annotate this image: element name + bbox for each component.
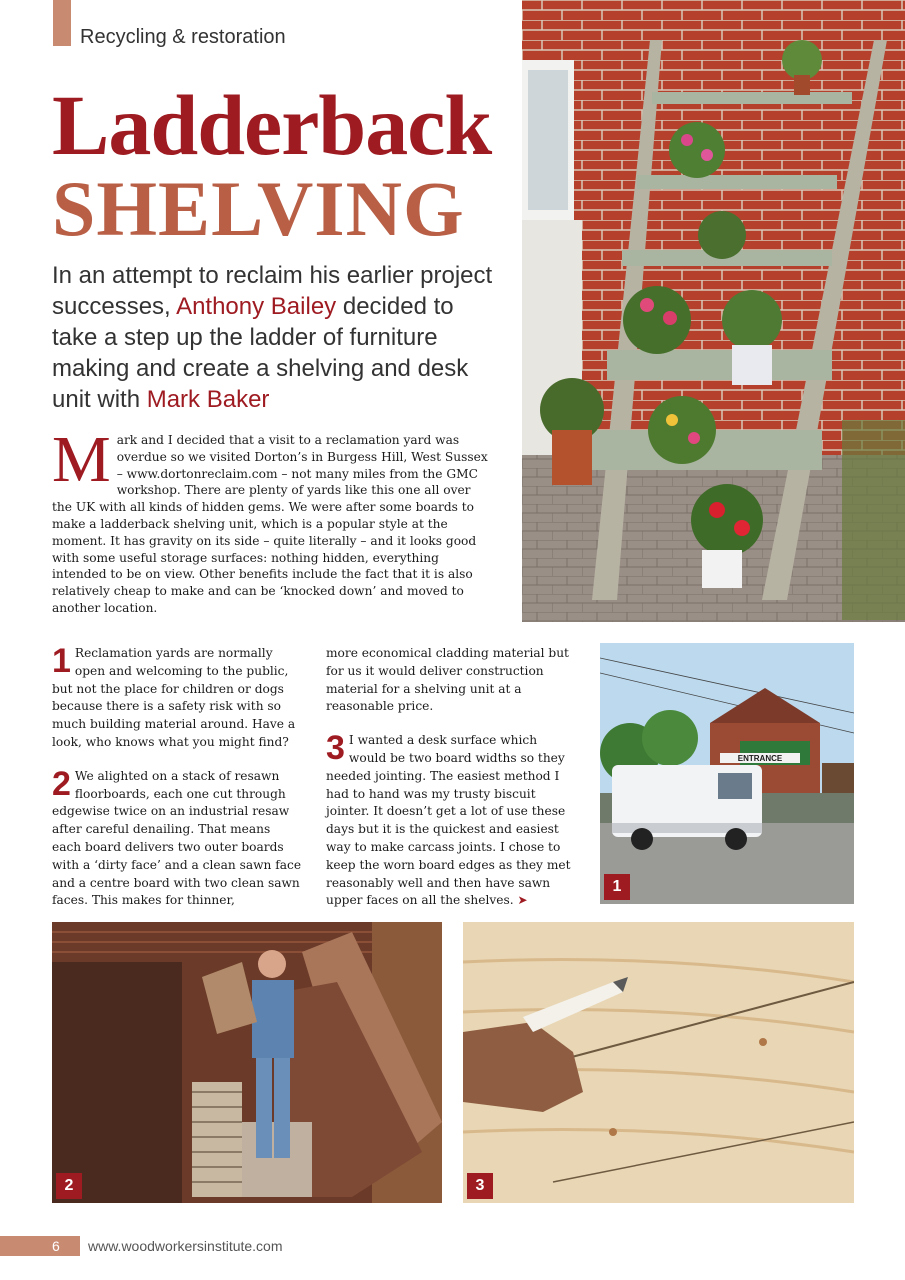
photo-number-2: 2 [56,1173,82,1199]
footer-url-link[interactable]: www.woodworkersinstitute.com [88,1238,283,1254]
intro-paragraph [52,423,492,617]
section-label: Recycling & restoration [80,26,286,48]
step-number-3: 3 [326,729,345,768]
title-line-2: SHELVING [52,165,465,252]
standfirst [52,260,502,415]
boards-container-illustration [52,922,442,1203]
continue-arrow-icon: ➤ [517,893,528,908]
photo-reclamation-yard [600,643,854,904]
step-number-1: 1 [52,642,71,680]
step-number-2: 2 [52,764,71,803]
text-column-left [52,642,302,926]
drop-cap: M [52,423,111,496]
step-paragraph-1 [52,642,302,752]
step-text-2-continued: more economical cladding material but for us it would deliver construction material for a shelving unit at a reasonable price. [326,646,569,714]
footer-tab [0,1236,80,1256]
page-number: 6 [52,1238,60,1254]
photo-ladder-shelving [522,0,905,622]
author-name-2: Mark Baker [146,386,270,413]
text-column-middle [326,645,576,926]
standfirst-part-2: decided to take a step up the ladder of furniture making and create a shelving and desk unit with [52,293,469,413]
photo-number-3: 3 [467,1173,493,1199]
title-line-1: Ladderback [52,77,492,173]
step-paragraph-2 [52,764,302,910]
photo-marking-board [463,922,854,1203]
section-tab-marker [53,0,71,46]
step-text-2: We alighted on a stack of resawn floorboards, each one cut through edgewise twice on an industrial resaw after careful denailing. That means each board delivers two outer boards with a ‘dirty face’ and a clean sawn face and a centre board with two clean sawn faces. This makes for thinner, [52,768,302,908]
intro-text: ark and I decided that a visit to a reclamation yard was overdue so we visited Dorton’s in Burgess Hill, West Sussex – www.dortonreclaim.com – not many miles from the GMC workshop. There are plenty of yards like this one all over the UK with all kinds of hidden gems. We were after some boards to make a ladderback shelving unit, which is a popular style at the moment. It has gravity on its side – quite literally – and it looks good with some useful storage surfaces: nothing hidden, everything intended to be on view. Other benefits include the fact that it is also relatively cheap to make and can be ‘knocked down’ and moved to another location. [52,433,488,615]
marking-board-illustration [463,922,854,1203]
author-name-1: Anthony Bailey [176,293,337,320]
standfirst-part-1: In an attempt to reclaim his earlier project successes, [52,262,493,320]
yard-sign-text: ENTRANCE [737,754,783,763]
photo-number-1: 1 [604,874,630,900]
ladder-shelving-illustration [522,0,905,622]
photo-boards-container [52,922,442,1203]
step-paragraph-3 [326,729,576,910]
step-text-1: Reclamation yards are normally open and welcoming to the public, but not the place for children or dogs because there is a safety risk with so much building material around. Have a look, who knows what you might find? [52,646,296,749]
step-text-3: I wanted a desk surface which would be two board widths so they needed jointing. The easiest method I had to hand was my trusty biscuit jointer. It doesn’t get a lot of use these days but it is the quickest and easiest way to make carcass joints. I chose to keep the worn board edges as they met reasonably well and then have sawn upper faces on all the shelves. [326,733,571,908]
step-paragraph-2-continued [326,645,576,716]
reclamation-yard-illustration [600,643,854,904]
